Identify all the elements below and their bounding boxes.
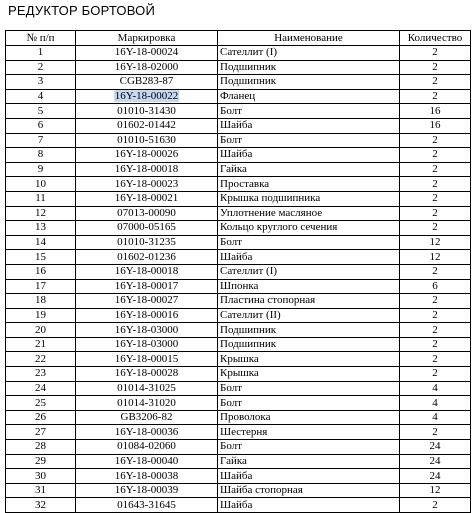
row-name: Болт (218, 396, 400, 411)
row-name: Подшипник (218, 323, 400, 338)
row-number: 29 (6, 454, 76, 469)
row-name: Подшипник (218, 60, 400, 75)
header-name: Наименование (218, 31, 400, 46)
row-name: Шайба (218, 250, 400, 265)
row-name: Болт (218, 381, 400, 396)
row-quantity: 2 (400, 294, 471, 309)
row-quantity: 2 (400, 162, 471, 177)
row-name: Крышка (218, 367, 400, 382)
row-quantity: 2 (400, 46, 471, 61)
row-number: 31 (6, 483, 76, 498)
row-code: 07013-00090 (76, 206, 218, 221)
table-header-row (6, 31, 471, 46)
row-quantity: 2 (400, 75, 471, 90)
row-quantity: 4 (400, 396, 471, 411)
row-quantity: 16 (400, 104, 471, 119)
row-name: Кольцо круглого сечения (218, 221, 400, 236)
row-number: 1 (6, 46, 76, 61)
row-code: 01643-31645 (76, 498, 218, 513)
row-quantity: 12 (400, 235, 471, 250)
document-title: РЕДУКТОР БОРТОВОЙ (8, 3, 156, 18)
table-row (6, 352, 471, 367)
row-code: 16Y-18-02000 (76, 60, 218, 75)
table-row (6, 367, 471, 382)
row-number: 8 (6, 148, 76, 163)
row-quantity: 16 (400, 118, 471, 133)
row-code: 16Y-18-00023 (76, 177, 218, 192)
row-quantity: 2 (400, 498, 471, 513)
table-row (6, 89, 471, 104)
row-number: 20 (6, 323, 76, 338)
row-name: Сателлит (I) (218, 46, 400, 61)
table-row (6, 410, 471, 425)
row-quantity: 4 (400, 381, 471, 396)
row-code: 16Y-18-03000 (76, 337, 218, 352)
table-row (6, 104, 471, 119)
row-name: Сателлит (II) (218, 308, 400, 323)
row-name: Уплотнение масляное (218, 206, 400, 221)
table-row (6, 133, 471, 148)
parts-table (5, 30, 471, 513)
row-quantity: 2 (400, 352, 471, 367)
row-name: Подшипник (218, 75, 400, 90)
row-name: Проволока (218, 410, 400, 425)
row-number: 24 (6, 381, 76, 396)
table-row (6, 323, 471, 338)
row-quantity: 2 (400, 221, 471, 236)
row-quantity: 2 (400, 148, 471, 163)
row-code: 01014-31025 (76, 381, 218, 396)
row-name: Проставка (218, 177, 400, 192)
row-code: 16Y-18-00018 (76, 162, 218, 177)
table-row (6, 337, 471, 352)
row-code: CGB283-87 (76, 75, 218, 90)
row-quantity: 2 (400, 323, 471, 338)
row-code: 01010-31235 (76, 235, 218, 250)
row-code: 07000-05165 (76, 221, 218, 236)
row-number: 30 (6, 469, 76, 484)
table-row (6, 469, 471, 484)
row-quantity: 12 (400, 250, 471, 265)
row-name: Шайба (218, 118, 400, 133)
row-code: 01084-02060 (76, 440, 218, 455)
table-row (6, 206, 471, 221)
row-quantity: 2 (400, 264, 471, 279)
row-code: 16Y-18-00028 (76, 367, 218, 382)
row-code: 16Y-18-00017 (76, 279, 218, 294)
row-name: Крышка подшипника (218, 191, 400, 206)
row-name: Крышка (218, 352, 400, 367)
row-quantity: 2 (400, 425, 471, 440)
row-quantity: 2 (400, 308, 471, 323)
row-quantity: 2 (400, 89, 471, 104)
row-number: 12 (6, 206, 76, 221)
row-number: 4 (6, 89, 76, 104)
row-name: Сателлит (I) (218, 264, 400, 279)
row-number: 11 (6, 191, 76, 206)
table-row (6, 60, 471, 75)
header-number: № п/п (6, 31, 76, 46)
row-quantity: 2 (400, 367, 471, 382)
row-code: 16Y-18-03000 (76, 323, 218, 338)
table-row (6, 294, 471, 309)
row-name: Шестерня (218, 425, 400, 440)
table-row (6, 308, 471, 323)
row-quantity: 4 (400, 410, 471, 425)
row-quantity: 12 (400, 483, 471, 498)
row-name: Шайба (218, 148, 400, 163)
row-quantity: 6 (400, 279, 471, 294)
row-code: GB3206-82 (76, 410, 218, 425)
row-name: Фланец (218, 89, 400, 104)
row-number: 32 (6, 498, 76, 513)
row-name: Гайка (218, 162, 400, 177)
header-code: Маркировка (76, 31, 218, 46)
header-quantity: Количество (400, 31, 471, 46)
table-row (6, 250, 471, 265)
row-number: 10 (6, 177, 76, 192)
row-code: 16Y-18-00027 (76, 294, 218, 309)
row-code: 16Y-18-00040 (76, 454, 218, 469)
row-code: 01602-01236 (76, 250, 218, 265)
row-quantity: 2 (400, 337, 471, 352)
row-code: 16Y-18-00038 (76, 469, 218, 484)
row-number: 15 (6, 250, 76, 265)
row-code: 16Y-18-00016 (76, 308, 218, 323)
row-number: 14 (6, 235, 76, 250)
row-name: Болт (218, 104, 400, 119)
row-name: Шайба (218, 469, 400, 484)
row-number: 13 (6, 221, 76, 236)
row-name: Болт (218, 133, 400, 148)
row-number: 18 (6, 294, 76, 309)
row-number: 6 (6, 118, 76, 133)
row-number: 26 (6, 410, 76, 425)
row-number: 16 (6, 264, 76, 279)
selected-text-highlight[interactable]: 16Y-18-00022 (114, 90, 179, 103)
row-number: 28 (6, 440, 76, 455)
table-row (6, 483, 471, 498)
row-quantity: 24 (400, 440, 471, 455)
table-row (6, 75, 471, 90)
row-number: 7 (6, 133, 76, 148)
row-name: Шпонка (218, 279, 400, 294)
row-name: Шайба (218, 498, 400, 513)
table-row (6, 148, 471, 163)
table-body (6, 46, 471, 513)
table-row (6, 454, 471, 469)
row-name: Болт (218, 440, 400, 455)
table-row (6, 425, 471, 440)
table-row (6, 264, 471, 279)
row-name: Пластина стопорная (218, 294, 400, 309)
row-number: 27 (6, 425, 76, 440)
row-code: 01010-31430 (76, 104, 218, 119)
row-code: 01010-51630 (76, 133, 218, 148)
row-quantity: 2 (400, 133, 471, 148)
row-code: 16Y-18-00039 (76, 483, 218, 498)
row-code: 01014-31020 (76, 396, 218, 411)
row-quantity: 2 (400, 191, 471, 206)
row-quantity: 2 (400, 177, 471, 192)
row-number: 25 (6, 396, 76, 411)
row-number: 2 (6, 60, 76, 75)
table-row (6, 498, 471, 513)
table-row (6, 191, 471, 206)
row-code: 16Y-18-00015 (76, 352, 218, 367)
table-row (6, 46, 471, 61)
row-name: Болт (218, 235, 400, 250)
row-quantity: 2 (400, 206, 471, 221)
row-number: 5 (6, 104, 76, 119)
row-number: 3 (6, 75, 76, 90)
table-row (6, 440, 471, 455)
row-code: 16Y-18-00018 (76, 264, 218, 279)
row-number: 22 (6, 352, 76, 367)
table-row (6, 177, 471, 192)
table-row (6, 396, 471, 411)
row-number: 19 (6, 308, 76, 323)
table-row (6, 118, 471, 133)
row-quantity: 2 (400, 60, 471, 75)
table-row (6, 381, 471, 396)
row-number: 21 (6, 337, 76, 352)
table-row (6, 221, 471, 236)
row-quantity: 24 (400, 454, 471, 469)
row-number: 23 (6, 367, 76, 382)
row-quantity: 24 (400, 469, 471, 484)
row-code: 16Y-18-00026 (76, 148, 218, 163)
table-row (6, 235, 471, 250)
table-row (6, 162, 471, 177)
row-code: 01602-01442 (76, 118, 218, 133)
row-code: 16Y-18-00024 (76, 46, 218, 61)
row-code (76, 89, 218, 104)
table-row (6, 279, 471, 294)
row-name: Шайба стопорная (218, 483, 400, 498)
row-code: 16Y-18-00021 (76, 191, 218, 206)
row-code: 16Y-18-00036 (76, 425, 218, 440)
row-number: 17 (6, 279, 76, 294)
row-number: 9 (6, 162, 76, 177)
row-name: Подшипник (218, 337, 400, 352)
row-name: Гайка (218, 454, 400, 469)
